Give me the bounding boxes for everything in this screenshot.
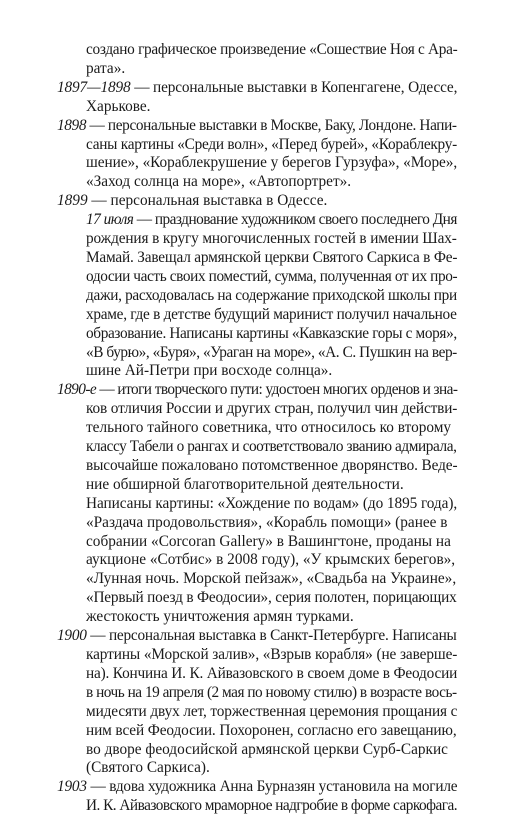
text-line: дажи, расходовалась на содержание приходской школы при [86,286,457,304]
text-line: во дворе феодосийской армянской церкви Сурб-Саркис [86,740,448,758]
text-line: мидесяти двух лет, торжественная церемония прощания с [86,702,458,720]
text-line: одосии часть своих поместий, сумма, полученная от их про- [86,267,458,285]
text-line: «Заход солнца на море», «Автопортрет». [86,173,352,191]
entry-year: 1890-е [57,381,97,399]
text-line: саны картины «Среди волн», «Перед бурей», «Кораблекру- [86,135,457,153]
text-line: создано графическое произведение «Сошествие Ноя с Ара- [86,41,458,58]
text-line: «Первый поезд в Феодосии», серия полотен, порицающих [86,589,457,607]
entry-text: — персональная выставка в Санкт-Петербурге. Написаны [86,627,457,645]
text-line: картины «Морской залив», «Взрыв корабля» (не заверше- [86,646,458,663]
text-line: ние обширной благотворительной деятельности. [86,475,404,493]
text-line: ков отличия России и других стран, получил чин действи- [86,400,458,418]
text-line: аукционе «Сотбис» в 2008 году), «У крымских берегов», [86,551,456,569]
chronology-entry-1890s [57,381,457,627]
entry-year: 1899 [57,192,88,210]
text-line: «В бурю», «Буря», «Ураган на море», «А. С. Пушкин на вер- [86,343,457,361]
entry-text: — празднование художником своего последнего Дня [133,211,457,229]
text-line: «Раздача продовольствия», «Корабль помощи» (ранее в [86,513,448,531]
text-line: тельного тайного советника, что относилось ко второму [86,419,452,437]
text-line: жестокость уничтожения армян турками. [86,608,354,626]
entry-first-line [57,79,457,98]
text-line: (Святого Саркиса). [86,759,210,777]
entry-first-line [57,627,457,646]
chronology-entry-1900 [57,627,457,778]
text-line: храме, где в детстве будущий маринист получил начальное [86,305,457,323]
text-line: собрании «Corcoran Gallery» в Вашингтоне, проданы на [86,532,451,550]
entry-text: — вдова художника Анна Бурназян установила на могиле [86,778,458,796]
entry-first-line [57,778,457,797]
text-line: ним всей Феодосии. Похоронен, согласно его завещанию, [86,721,457,739]
entry-text: — персональные выставки в Копенгагене, Одессе, [130,78,458,96]
chronology-entry-1903 [57,778,457,816]
text-line: высочайше пожаловано потомственное дворянство. Веде- [86,456,458,474]
text-line: образование. Написаны картины «Кавказские горы с моря», [86,324,457,342]
text-line: Написаны картины: «Хождение по водам» (до 1895 года), [86,494,458,512]
text-line: в ночь на 19 апреля (2 мая по новому стилю) в возрасте вось- [86,683,457,701]
entry-text: — итоги творческого пути: удостоен многих орденов и зна- [96,381,458,399]
text-line: «Лунная ночь. Морской пейзаж», «Свадьба на Украине», [86,570,457,588]
chronology-entry-continuation [57,41,457,79]
entry-year: 1903 [57,778,87,796]
entry-subdate: 17 июля [86,211,134,229]
text-line: Харькове. [86,97,151,115]
text-line: шение», «Кораблекрушение у берегов Гурзуфа», «Море», [86,154,458,172]
text-line: И. К. Айвазовского мраморное надгробие в форме саркофага. [86,797,458,815]
entry-first-line [57,192,457,211]
text-line: на). Кончина И. К. Айвазовского в своем доме в Феодосии [86,664,458,682]
chronology-entry-1898 [57,117,457,193]
text-line: классу Табели о рангах и соответствовало званию адмирала, [86,438,457,456]
entry-text: — персональные выставки в Москве, Баку, Лондоне. Напи- [86,116,457,134]
entry-sub-line [57,211,457,230]
text-line: рата». [86,59,126,77]
text-line: рождения в кругу многочисленных гостей в имении Шах- [86,230,457,248]
document-page [57,41,457,816]
entry-first-line [57,381,457,400]
entry-year: 1898 [57,116,87,134]
text-line: Мамай. Завещал армянской церкви Святого Саркиса в Фе- [86,248,458,266]
text-line: шине Ай-Петри при восходе солнца». [86,362,333,380]
entry-first-line [57,117,457,136]
entry-year: 1897—1898 [57,78,131,96]
chronology-entry-1897-1898 [57,79,457,117]
chronology-entry-1899 [57,192,457,381]
entry-text: — персональная выставка в Одессе. [87,192,328,210]
entry-year: 1900 [57,627,87,645]
